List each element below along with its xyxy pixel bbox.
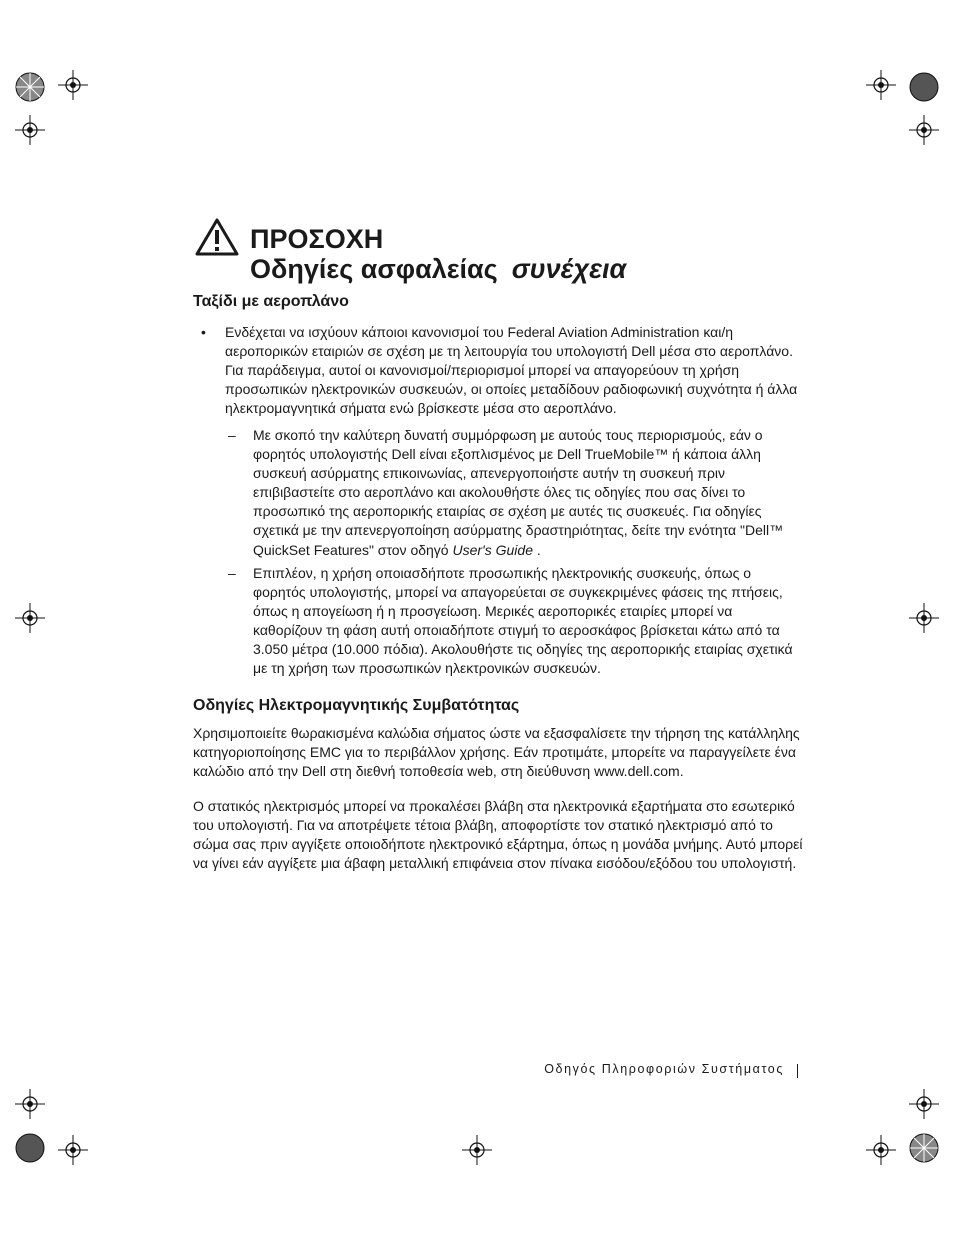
page-title-text: Οδηγίες ασφαλείας	[250, 254, 498, 284]
dash-icon: –	[228, 427, 236, 443]
airplane-bullet-text: Ενδέχεται να ισχύουν κάποιοι κανονισμοί του Federal Aviation Administration και/η αεροπορικών εταιριών σε σχέση με τη λειτουργία του υπολογιστή Dell μέσα στο αεροπλάνο. Για παράδειγμα, αυτοί οι κανονισμοί/περιορισμοί μπορεί να απαγορεύουν τη χρήση προσωπικών ηλεκτρονικών συσκευών, οι οποίες μεταδίδουν ραδιοφωνική συχνότητα ή άλλα ηλεκτρομαγνητικά σήματα ενώ βρίσκεστε μέσα στο αεροπλάνο.	[225, 324, 798, 417]
crosshair-icon	[462, 1135, 492, 1165]
crosshair-icon	[866, 70, 896, 100]
bullet-icon: •	[201, 324, 206, 340]
emc-paragraph-1-end: .	[679, 763, 684, 780]
emc-paragraph-2: Ο στατικός ηλεκτρισμός μπορεί να προκαλέσει βλάβη στα ηλεκτρονικά εξαρτήματα στο εσωτερικό του υπολογιστή. Για να αποτρέψετε τέτοια βλάβη, αποφορτίστε τον στατικό ηλεκτρισμό από το σώμα σας πριν αγγίξετε οποιοδήποτε ηλεκτρονικό εξάρτημα, όπως η μονάδα μνήμης. Αυτό μπορεί να γίνει εάν αγγίξετε μια άβαφη μεταλλική επιφάνεια στον πίνακα εισόδου/εξόδου του υπολογιστή.	[193, 798, 803, 872]
footer-title: Οδηγός Πληροφοριών Συστήματος	[544, 1062, 784, 1076]
page-title	[250, 254, 626, 285]
airplane-subitem-1	[253, 426, 805, 560]
crosshair-icon	[58, 70, 88, 100]
warning-triangle-icon	[195, 217, 239, 262]
crosshair-icon	[15, 115, 45, 145]
footer-divider	[797, 1064, 798, 1078]
section-heading-emc: Οδηγίες Ηλεκτρομαγνητικής Συμβατότητας	[193, 697, 520, 714]
crosshair-icon	[58, 1135, 88, 1165]
dash-icon: –	[228, 565, 236, 581]
users-guide-reference: User's Guide	[452, 541, 533, 558]
caution-label: ΠΡΟΣΟΧΗ	[250, 224, 384, 254]
crosshair-icon	[15, 1089, 45, 1119]
dell-website-link[interactable]: www.dell.com	[594, 763, 680, 780]
page-title-continued: συνέχεια	[511, 254, 627, 284]
registration-mark-icon	[909, 72, 939, 102]
registration-mark-icon	[15, 1133, 45, 1163]
crosshair-icon	[909, 603, 939, 633]
crosshair-icon	[909, 1089, 939, 1119]
crosshair-icon	[866, 1135, 896, 1165]
section-heading-airplane: Ταξίδι με αεροπλάνο	[193, 293, 349, 310]
registration-mark-icon	[909, 1133, 939, 1163]
registration-mark-icon	[15, 72, 45, 102]
emc-paragraph-1-text: Χρησιμοποιείτε θωρακισμένα καλώδια σήματος ώστε να εξασφαλίσετε την τήρηση της κατάλληλης κατηγοριοποίησης EMC για το περιβάλλον χρήσης. Εάν προτιμάτε, μπορείτε να παραγγείλετε ένα καλώδιο από την Dell στη διεθνή τοποθεσία web, στη διεύθυνση	[193, 725, 800, 780]
airplane-subitem-2: Επιπλέον, η χρήση οποιασδήποτε προσωπικής ηλεκτρονικής συσκευής, όπως ο φορητός υπολογιστής, μπορεί να απαγορεύεται σε συγκεκριμένες φάσεις της πτήσεις, όπως η απογείωση ή η προσγείωση. Μερικές αεροπορικές εταιρίες μπορεί να καθορίζουν τη φάση αυτή οποιαδήποτε στιγμή το αεροσκάφος βρίσκεται κάτω από τα 3.050 μέτρα (10.000 πόδια). Ακολουθήστε τις οδηγίες της αεροπορικής εταιρίας σχετικά με τη χρήση των προσωπικών ηλεκτρονικών συσκευών.	[253, 565, 793, 677]
emc-paragraph-1	[193, 724, 805, 781]
subitem-1-text: Με σκοπό την καλύτερη δυνατή συμμόρφωση με αυτούς τους περιορισμούς, εάν ο φορητός υπολογιστής Dell είναι εξοπλισμένος με Dell TrueMobile™ ή κάποια άλλη συσκευή ασύρματης επικοινωνίας, απενεργοποιήστε αυτήν τη συσκευή πριν επιβιβαστείτε στο αεροπλάνο και ακολουθήστε όλες τις οδηγίες που σας δίνει το προσωπικό της αεροπορικής εταιρίας σε σχέση με αυτές τις συσκευές. Για οδηγίες σχετικά με την απενεργοποίηση ασύρματης δραστηριότητας, δείτε την ενότητα "Dell™ QuickSet Features" στον οδηγό	[253, 427, 784, 558]
crosshair-icon	[15, 603, 45, 633]
subitem-1-end: .	[536, 541, 541, 558]
crosshair-icon	[909, 115, 939, 145]
